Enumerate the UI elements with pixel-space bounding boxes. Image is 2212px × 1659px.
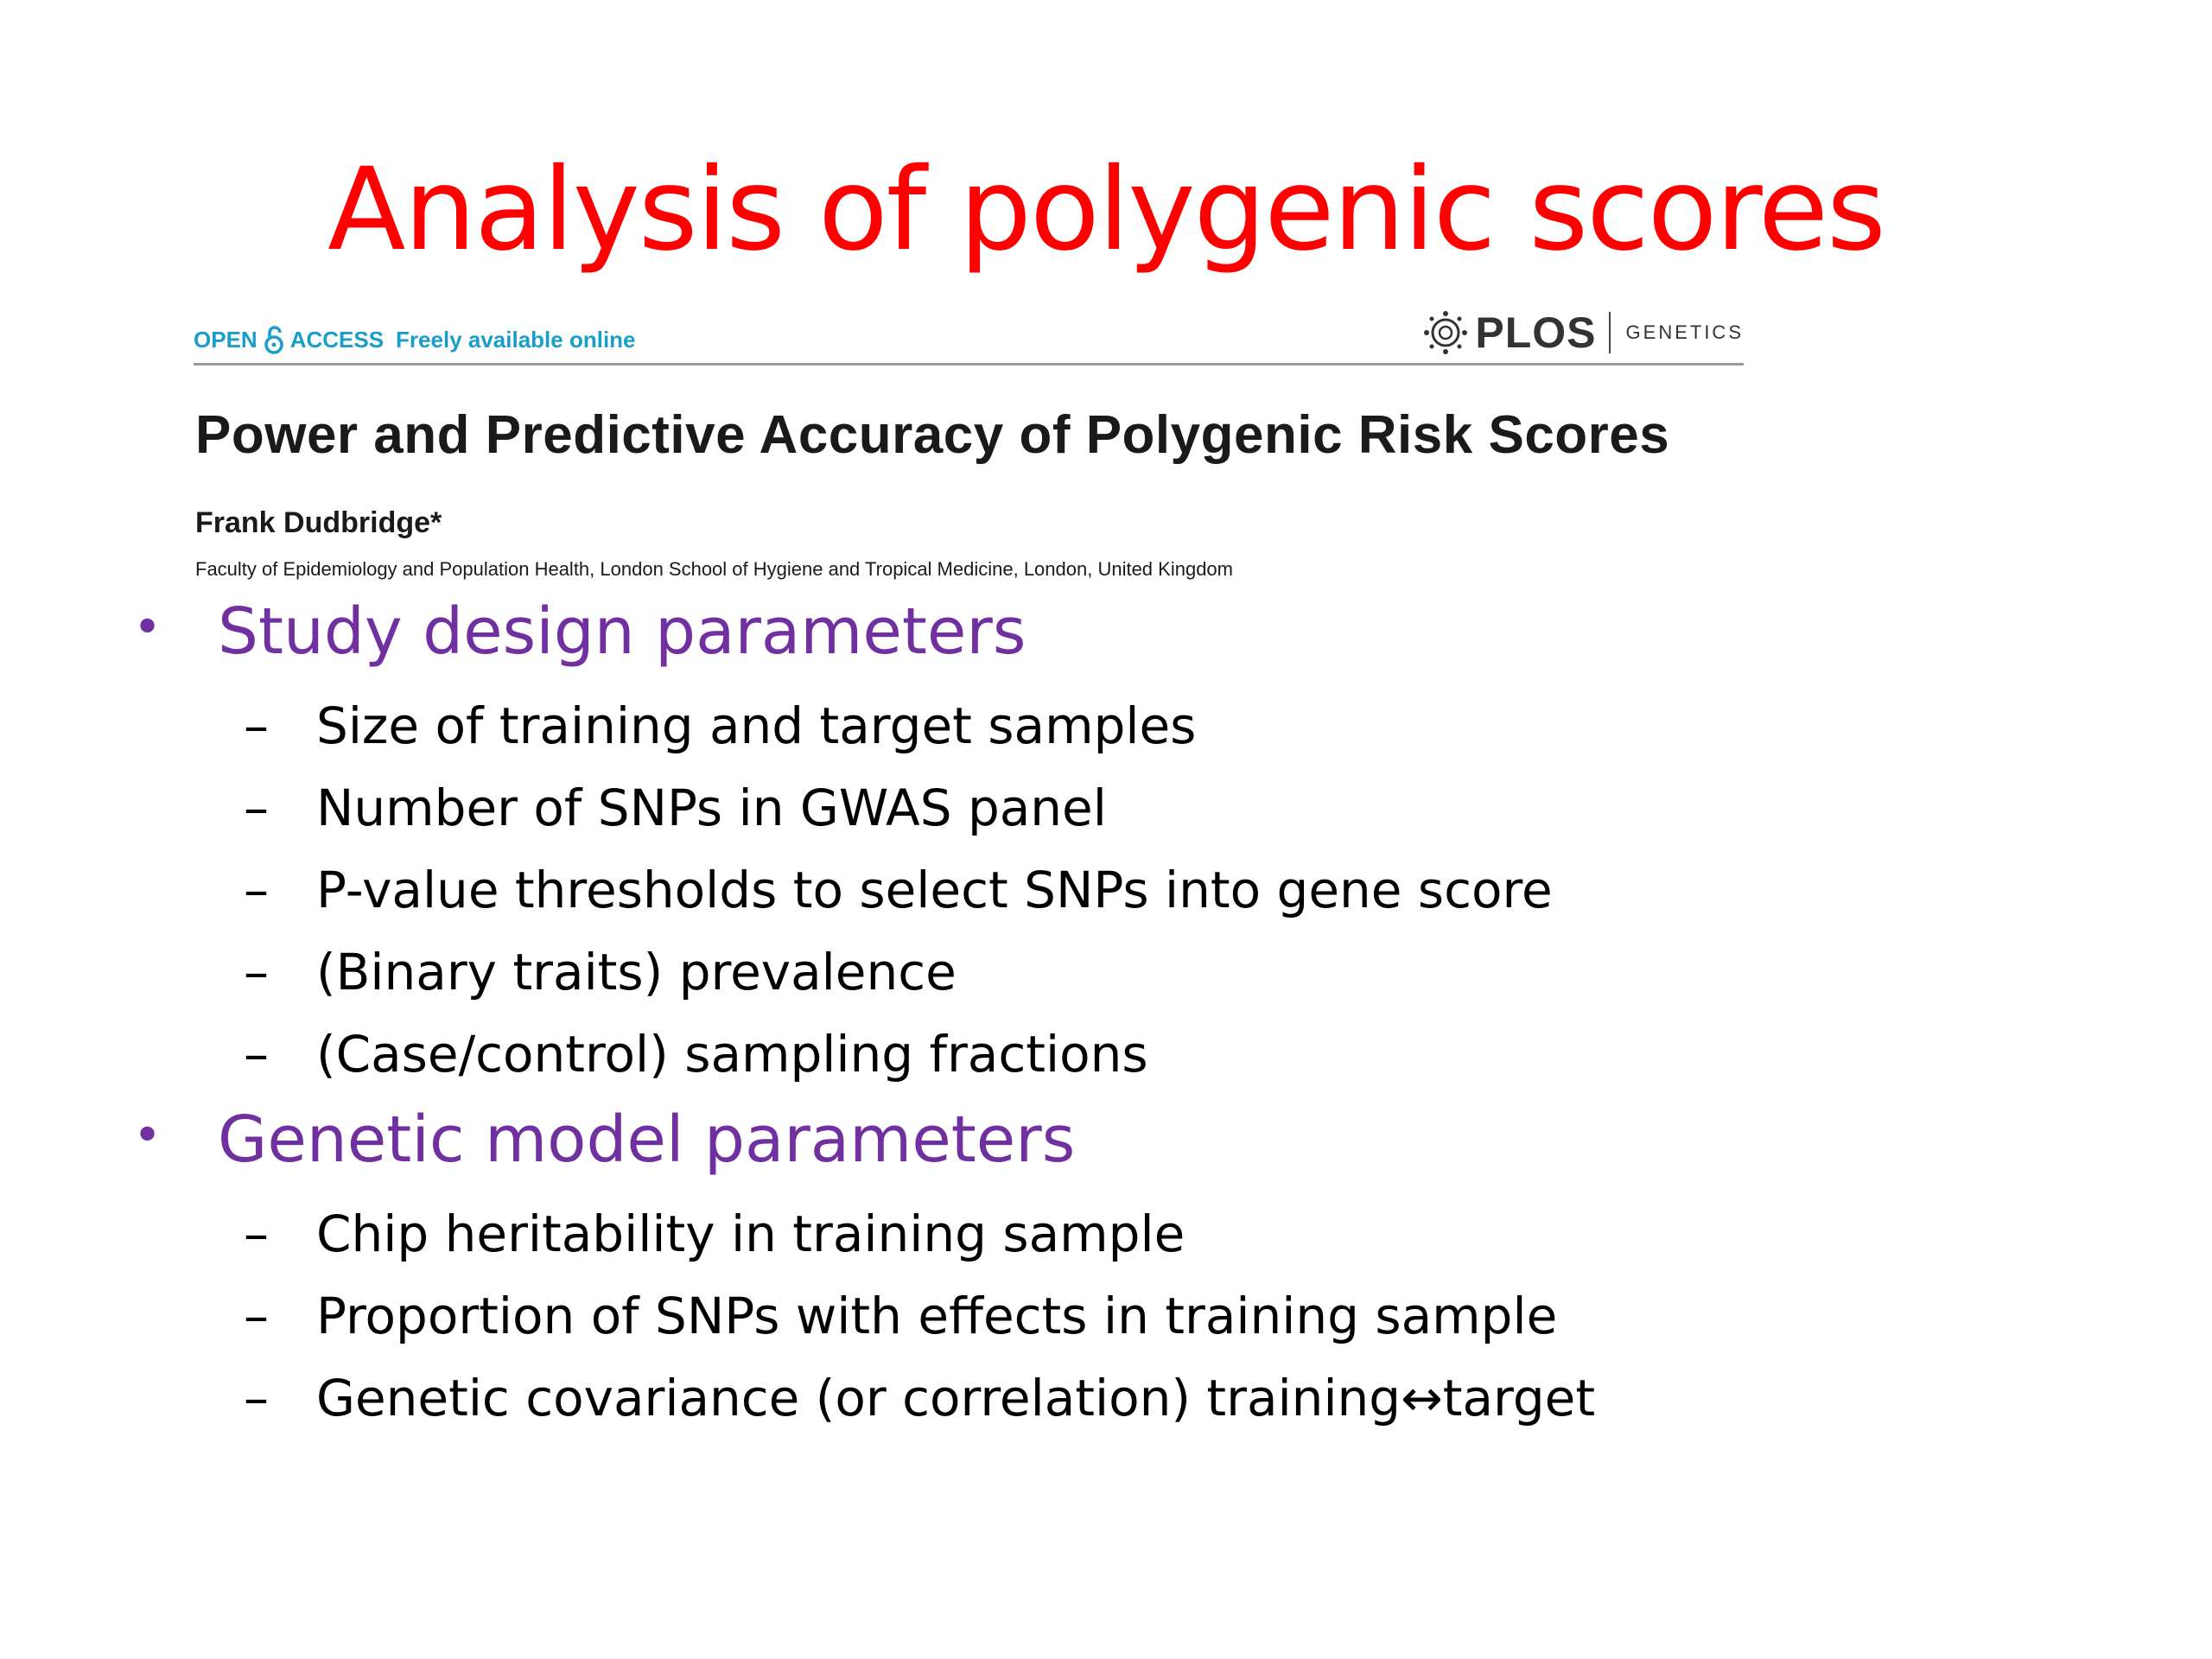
list-dash: – [244, 861, 269, 919]
paper-title: Power and Predictive Accuracy of Polygenic Risk Scores [195, 405, 1670, 465]
list-item-text: Proportion of SNPs with effects in training sample [316, 1287, 1558, 1345]
open-access-badge [194, 325, 636, 354]
list-item [0, 855, 2074, 933]
access-label: ACCESS [289, 326, 385, 353]
section-bullet: • [133, 600, 162, 656]
list-dash: – [244, 1205, 269, 1263]
list-item-text: P-value thresholds to select SNPs into gene score [316, 861, 1553, 919]
section-bullet: • [133, 1108, 162, 1164]
list-item-text: (Case/control) sampling fractions [316, 1025, 1148, 1084]
plos-emblem-icon [1421, 308, 1470, 357]
section-heading: Study design parameters [218, 594, 1027, 669]
open-lock-icon [263, 325, 285, 354]
list-item [0, 691, 2074, 769]
list-item-text: Number of SNPs in GWAS panel [316, 779, 1107, 837]
header-rule [194, 363, 1744, 365]
list-item-text: Chip heritability in training sample [316, 1205, 1185, 1263]
list-item [0, 773, 2074, 851]
list-item [0, 1199, 2074, 1277]
section-heading: Genetic model parameters [218, 1103, 1076, 1177]
list-item [0, 938, 2074, 1015]
list-dash: – [244, 1287, 269, 1345]
list-dash: – [244, 1025, 269, 1084]
list-dash: – [244, 943, 269, 1001]
list-item [0, 1281, 2074, 1359]
list-dash: – [244, 1369, 269, 1427]
paper-affiliation: Faculty of Epidemiology and Population Health, London School of Hygiene and Tropical Medicine, London, United Kingdom [195, 558, 1233, 580]
plos-logo [1421, 304, 1744, 361]
journal-name: GENETICS [1625, 321, 1744, 343]
list-dash: – [244, 779, 269, 837]
list-item [0, 1363, 2074, 1441]
paper-author: Frank Dudbridge* [195, 506, 442, 539]
open-label: OPEN [194, 326, 257, 353]
slide-title: Analysis of polygenic scores [327, 143, 1885, 276]
list-item-text: Size of training and target samples [316, 696, 1197, 755]
list-item [0, 1020, 2074, 1097]
list-item-text: (Binary traits) prevalence [316, 943, 957, 1001]
plos-divider [1609, 312, 1611, 353]
freely-available-label: Freely available online [396, 326, 636, 353]
plos-wordmark: PLOS [1475, 308, 1597, 357]
list-item-text: Genetic covariance (or correlation) training↔target [316, 1369, 1596, 1427]
list-dash: – [244, 696, 269, 755]
